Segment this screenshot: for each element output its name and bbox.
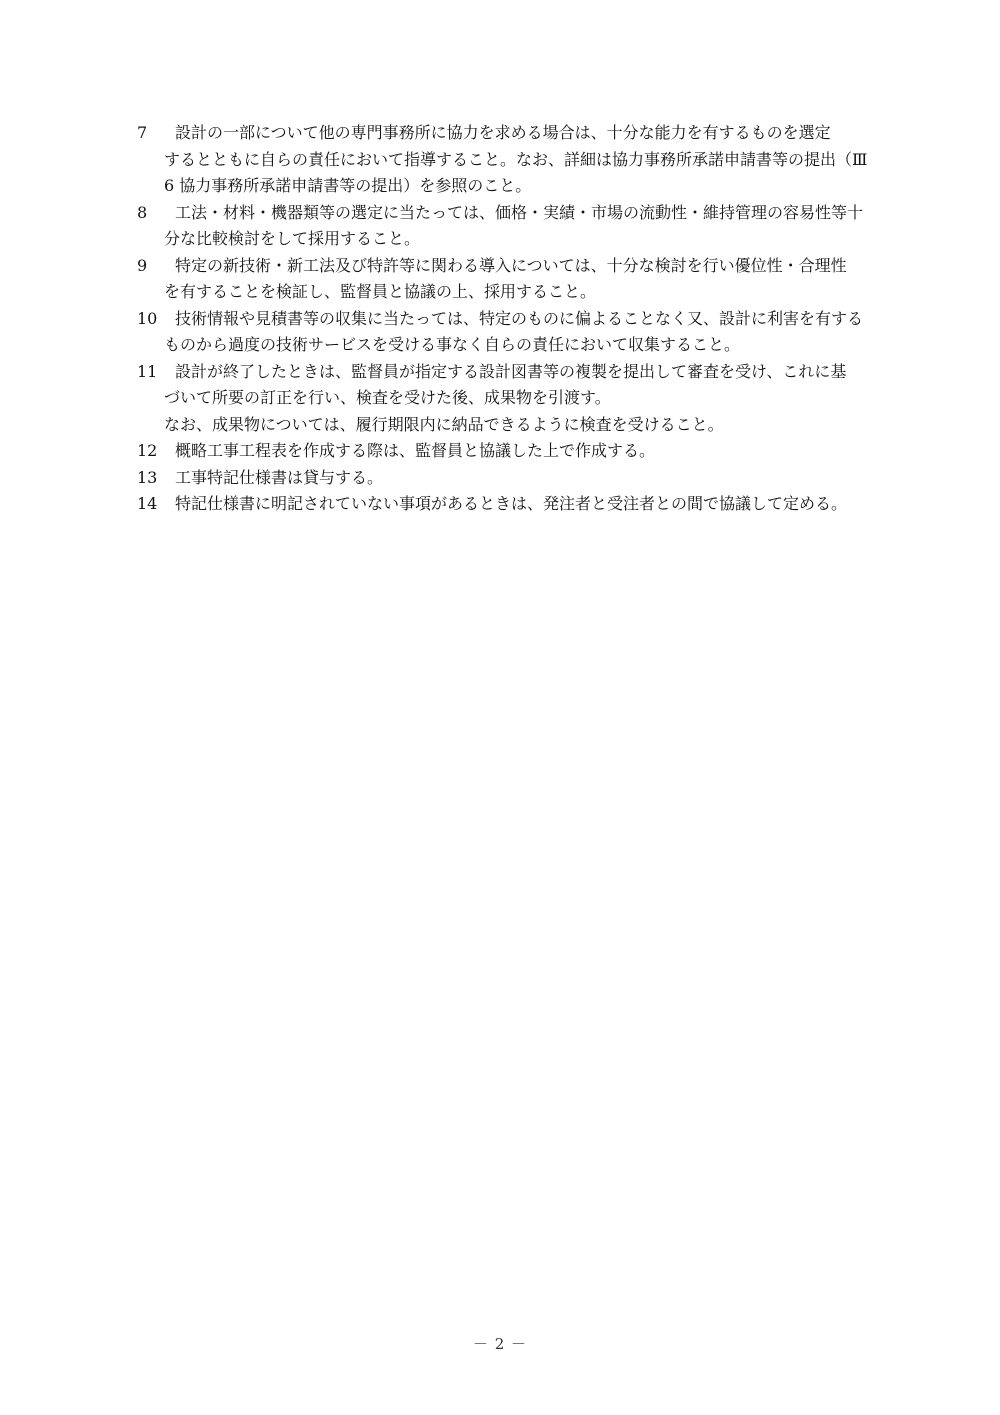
item-number: 11 (137, 361, 158, 381)
item-number: 14 (137, 494, 158, 513)
item-text: 特記仕様書に明記されていない事項があるときは、発注者と受注者との間で協議して定める。 (175, 494, 848, 513)
item-number: 10 (137, 308, 158, 328)
list-item-10 (137, 306, 897, 359)
item-text: 設計の一部について他の専門事務所に協力を求める場合は、十分な能力を有するものを選定 (175, 123, 831, 142)
item-text: 技術情報や見積書等の収集に当たっては、特定のものに偏よることなく又、設計に利害を有する (175, 308, 864, 328)
list-item-11 (137, 359, 897, 439)
item-text-continued: ものから過度の技術サービスを受ける事なく自らの責任において収集すること。 (164, 335, 741, 354)
list-item-7 (137, 120, 897, 200)
item-text: 工法・材料・機器類等の選定に当たっては、価格・実績・市場の流動性・維持管理の容易性等十 (175, 202, 864, 222)
item-text-continued: 6 協力事務所承諾申請書等の提出）を参照のこと。 (164, 176, 532, 195)
list-item-12 (137, 438, 897, 465)
list-item-14 (137, 491, 897, 518)
item-text-continued: づいて所要の訂正を行い、検査を受けた後、成果物を引渡す。 (164, 388, 611, 407)
item-text-continued: を有することを検証し、監督員と協議の上、採用すること。 (164, 282, 597, 301)
list-item-8 (137, 200, 897, 253)
item-text: 特定の新技術・新工法及び特許等に関わる導入については、十分な検討を行い優位性・合理性 (175, 255, 847, 275)
item-number: 12 (137, 441, 158, 460)
list-item-9 (137, 253, 897, 306)
item-text: 工事特記仕様書は貸与する。 (175, 467, 384, 487)
item-number: 9 (137, 255, 148, 275)
list-item-13 (137, 465, 897, 492)
item-number: 7 (137, 123, 148, 142)
page-number: － 2 － (472, 1335, 528, 1353)
item-number: 8 (137, 202, 148, 222)
document-body (137, 120, 897, 518)
item-text-continued: するとともに自らの責任において指導すること。なお、詳細は協力事務所承諾申請書等の提出（Ⅲ (164, 149, 868, 169)
item-text: 設計が終了したときは、監督員が指定する設計図書等の複製を提出して審査を受け、これに基 (175, 361, 847, 381)
item-text: 概略工事工程表を作成する際は、監督員と協議した上で作成する。 (175, 441, 656, 460)
item-text-continued: 分な比較検討をして採用すること。 (164, 229, 421, 248)
item-text-continued: なお、成果物については、履行期限内に納品できるように検査を受けること。 (164, 414, 724, 434)
item-number: 13 (137, 467, 158, 487)
